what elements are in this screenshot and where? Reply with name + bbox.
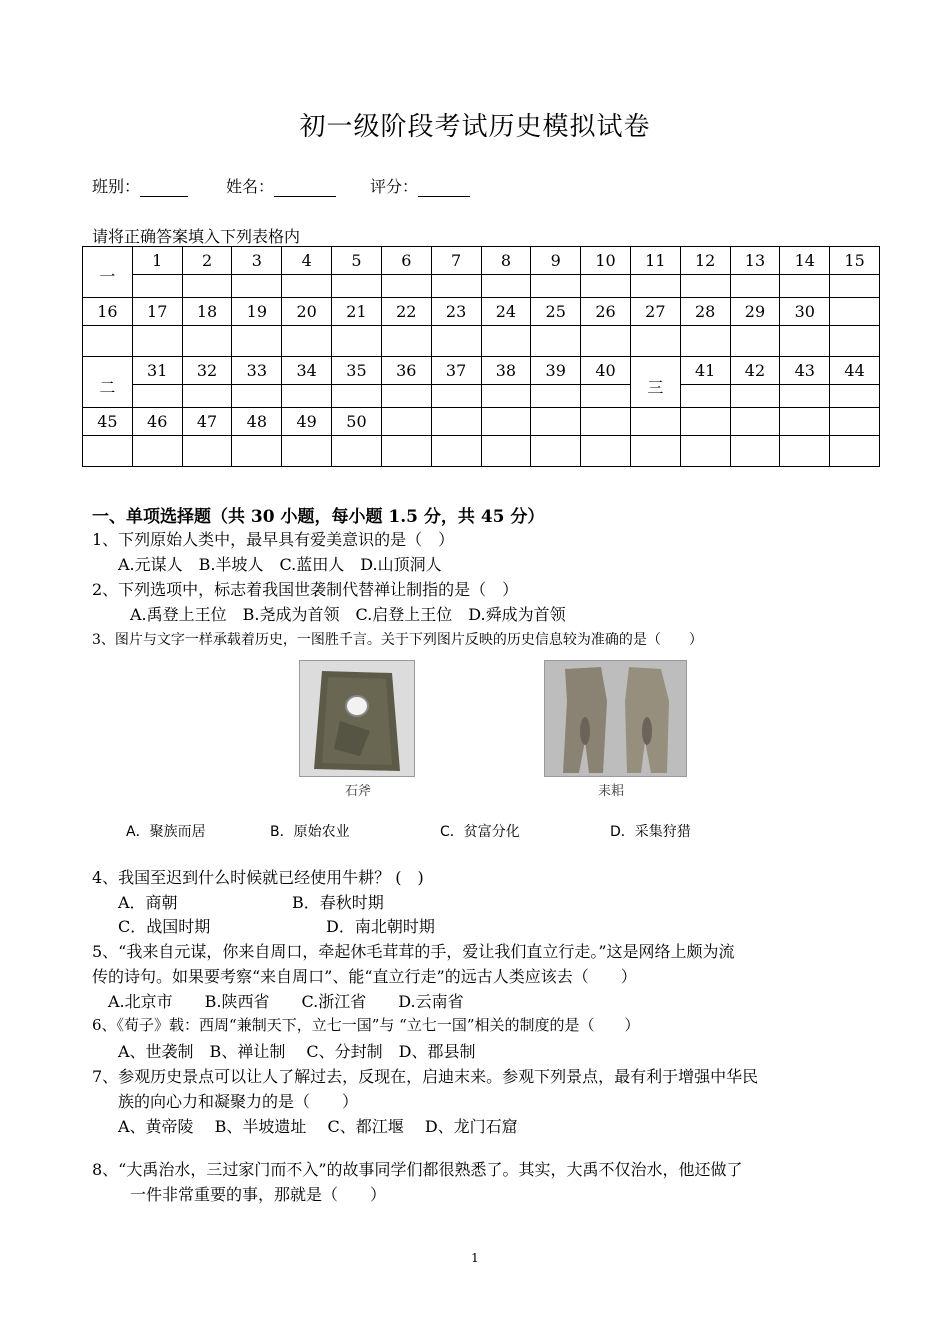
answer-cell[interactable] (481, 275, 531, 298)
answer-cell[interactable] (381, 275, 431, 298)
q3-option-b: B．原始农业 (270, 824, 350, 840)
answer-cell[interactable] (132, 275, 182, 298)
question-number: 30 (780, 298, 830, 326)
question-number: 48 (232, 408, 282, 436)
question-number: 14 (780, 247, 830, 275)
question-number (830, 408, 880, 436)
answer-cell[interactable] (730, 275, 780, 298)
q3-option-a: A．聚族而居 (126, 824, 206, 840)
q7-stem-2: 族的向心力和凝聚力的是（ ） (118, 1092, 359, 1111)
answer-cell[interactable] (431, 275, 481, 298)
question-number: 1 (132, 247, 182, 275)
answer-cell[interactable] (83, 436, 133, 467)
question-number: 15 (830, 247, 880, 275)
answer-cell[interactable] (581, 385, 631, 408)
question-number: 13 (730, 247, 780, 275)
leisi-caption: 耒耜 (598, 784, 625, 799)
answer-cell[interactable] (481, 326, 531, 357)
answer-cell[interactable] (730, 385, 780, 408)
question-number: 40 (581, 357, 631, 385)
answer-table (82, 246, 880, 467)
answer-cell[interactable] (232, 436, 282, 467)
section-label-3: 三 (630, 357, 680, 408)
question-number: 47 (182, 408, 232, 436)
q8-stem-2: 一件非常重要的事，那就是（ ） (130, 1185, 387, 1204)
question-number (680, 408, 730, 436)
answer-cell[interactable] (730, 326, 780, 357)
answer-cell[interactable] (531, 326, 581, 357)
question-number: 45 (83, 408, 133, 436)
q5-stem-2: 传的诗句。如果要考察“来自周口”、能“直立行走”的远古人类应该去（ ） (92, 967, 637, 986)
question-number: 5 (332, 247, 382, 275)
answer-cell[interactable] (282, 436, 332, 467)
answer-cell[interactable] (232, 326, 282, 357)
question-number: 6 (381, 247, 431, 275)
answer-cell[interactable] (232, 275, 282, 298)
question-number: 42 (730, 357, 780, 385)
question-number (481, 408, 531, 436)
question-number: 2 (182, 247, 232, 275)
question-number: 49 (282, 408, 332, 436)
answer-cell[interactable] (282, 385, 332, 408)
question-number: 46 (132, 408, 182, 436)
name-blank[interactable] (274, 180, 336, 197)
score-blank[interactable] (418, 180, 470, 197)
answer-cell[interactable] (680, 326, 730, 357)
q5-options: A.北京市 B.陕西省 C.浙江省 D.云南省 (108, 992, 464, 1011)
question-number (830, 298, 880, 326)
question-number: 31 (132, 357, 182, 385)
answer-cell[interactable] (132, 385, 182, 408)
q1-options: A.元谋人 B.半坡人 C.蓝田人 D.山顶洞人 (118, 555, 442, 574)
class-field (92, 174, 188, 197)
question-number: 43 (780, 357, 830, 385)
answer-cell[interactable] (680, 275, 730, 298)
answer-cell[interactable] (481, 436, 531, 467)
answer-cell[interactable] (830, 275, 880, 298)
question-number: 32 (182, 357, 232, 385)
answer-cell[interactable] (630, 326, 680, 357)
q7-options: A、黄帝陵 B、半坡遗址 C、都江堰 D、龙门石窟 (118, 1117, 518, 1136)
section-heading: 一、单项选择题（共 30 小题，每小题 1.5 分，共 45 分） (92, 507, 545, 527)
table-instruction: 请将正确答案填入下列表格内 (92, 227, 301, 246)
answer-cell[interactable] (830, 326, 880, 357)
answer-cell[interactable] (531, 275, 581, 298)
answer-cell[interactable] (830, 385, 880, 408)
question-number (381, 408, 431, 436)
answer-cell[interactable] (680, 436, 730, 467)
question-number: 44 (830, 357, 880, 385)
question-number (630, 408, 680, 436)
section-label-2: 二 (83, 357, 133, 408)
answer-cell[interactable] (182, 326, 232, 357)
answer-cell[interactable] (132, 326, 182, 357)
question-number: 27 (630, 298, 680, 326)
question-number: 41 (680, 357, 730, 385)
answer-cell[interactable] (780, 326, 830, 357)
q7-stem-1: 7、参观历史景点可以让人了解过去，反现在，启迪末来。参观下列景点，最有利于增强中华民 (92, 1067, 759, 1086)
question-number: 4 (282, 247, 332, 275)
q4-stem: 4、我国至迟到什么时候就已经使用牛耕？ ( ) (92, 868, 424, 887)
question-number: 7 (431, 247, 481, 275)
q3-option-d: D．采集狩猎 (610, 824, 691, 840)
page-title: 初一级阶段考试历史模拟试卷 (299, 112, 651, 142)
question-number (531, 408, 581, 436)
q4-option-a: A．商朝 (118, 893, 178, 912)
answer-cell[interactable] (332, 275, 382, 298)
question-number: 21 (332, 298, 382, 326)
q2-options: A.禹登上王位 B.尧成为首领 C.启登上王位 D.舜成为首领 (130, 605, 566, 624)
question-number: 11 (630, 247, 680, 275)
question-number (780, 408, 830, 436)
question-number: 34 (282, 357, 332, 385)
question-number: 28 (680, 298, 730, 326)
question-number: 12 (680, 247, 730, 275)
question-number: 38 (481, 357, 531, 385)
answer-cell[interactable] (780, 385, 830, 408)
q5-stem-1: 5、“我来自元谋，你来自周口，牵起休毛茸茸的手，爱让我们直立行走。”这是网络上颇为流 (92, 942, 735, 961)
question-number: 20 (282, 298, 332, 326)
answer-cell[interactable] (332, 385, 382, 408)
answer-cell[interactable] (83, 326, 133, 357)
answer-cell[interactable] (232, 385, 282, 408)
answer-cell[interactable] (630, 436, 680, 467)
question-number (730, 408, 780, 436)
question-number: 36 (381, 357, 431, 385)
answer-cell[interactable] (381, 385, 431, 408)
answer-cell[interactable] (531, 436, 581, 467)
answer-cell[interactable] (282, 326, 332, 357)
question-number: 35 (332, 357, 382, 385)
answer-cell[interactable] (730, 436, 780, 467)
question-number: 9 (531, 247, 581, 275)
score-label: 评分： (370, 177, 419, 196)
q6-options: A、世袭制 B、禅让制 C、分封制 D、郡县制 (118, 1042, 476, 1061)
answer-cell[interactable] (332, 326, 382, 357)
question-number: 29 (730, 298, 780, 326)
question-number: 23 (431, 298, 481, 326)
answer-cell[interactable] (332, 436, 382, 467)
question-number: 17 (132, 298, 182, 326)
q6-stem: 6、《荀子》载：西周“兼制天下，立七一国”与 “立七一国”相关的制度的是（ ） (92, 1016, 640, 1034)
answer-cell[interactable] (182, 436, 232, 467)
q4-option-c: C．战国时期 (118, 917, 211, 936)
answer-cell[interactable] (431, 385, 481, 408)
answer-cell[interactable] (830, 436, 880, 467)
answer-cell[interactable] (581, 275, 631, 298)
question-number: 26 (581, 298, 631, 326)
question-number: 19 (232, 298, 282, 326)
q3-stem: 3、图片与文字一样承载着历史，一图胜千言。关于下列图片反映的历史信息较为准确的是（ ） (92, 632, 703, 648)
score-field (370, 174, 470, 197)
q2-stem: 2、下列选项中，标志着我国世袭制代替禅让制指的是（ ） (92, 580, 519, 599)
question-number: 25 (531, 298, 581, 326)
answer-cell[interactable] (481, 385, 531, 408)
question-number: 39 (531, 357, 581, 385)
leisi-image (544, 660, 687, 777)
class-blank[interactable] (140, 180, 188, 197)
page-number: 1 (471, 1251, 479, 1265)
section-label-1: 一 (83, 247, 133, 298)
question-number: 24 (481, 298, 531, 326)
answer-cell[interactable] (780, 436, 830, 467)
name-label: 姓名： (226, 177, 275, 196)
question-number (581, 408, 631, 436)
q4-option-b: B．春秋时期 (292, 893, 384, 912)
stone-axe-caption: 石斧 (345, 784, 372, 799)
class-label: 班别： (92, 177, 141, 196)
question-number: 33 (232, 357, 282, 385)
answer-cell[interactable] (780, 275, 830, 298)
answer-cell[interactable] (431, 436, 481, 467)
answer-cell[interactable] (381, 326, 431, 357)
q4-option-d: D．南北朝时期 (326, 917, 435, 936)
q3-option-c: C．贫富分化 (440, 824, 520, 840)
answer-cell[interactable] (630, 275, 680, 298)
question-number: 18 (182, 298, 232, 326)
answer-cell[interactable] (531, 385, 581, 408)
question-number (431, 408, 481, 436)
answer-cell[interactable] (182, 275, 232, 298)
question-number: 10 (581, 247, 631, 275)
answer-cell[interactable] (431, 326, 481, 357)
question-number: 8 (481, 247, 531, 275)
name-field (226, 174, 336, 197)
answer-cell[interactable] (581, 436, 631, 467)
question-number: 3 (232, 247, 282, 275)
question-number: 37 (431, 357, 481, 385)
q8-stem-1: 8、“大禹治水，三过家门而不入”的故事同学们都很熟悉了。其实，大禹不仅治水，他还做了 (92, 1160, 743, 1179)
answer-cell[interactable] (381, 436, 431, 467)
answer-cell[interactable] (581, 326, 631, 357)
question-number: 22 (381, 298, 431, 326)
answer-cell[interactable] (132, 436, 182, 467)
answer-cell[interactable] (182, 385, 232, 408)
q1-stem: 1、下列原始人类中，最早具有爱美意识的是（ ） (92, 530, 455, 549)
answer-cell[interactable] (282, 275, 332, 298)
question-number: 50 (332, 408, 382, 436)
question-number: 16 (83, 298, 133, 326)
stone-axe-image (299, 660, 415, 777)
answer-cell[interactable] (680, 385, 730, 408)
